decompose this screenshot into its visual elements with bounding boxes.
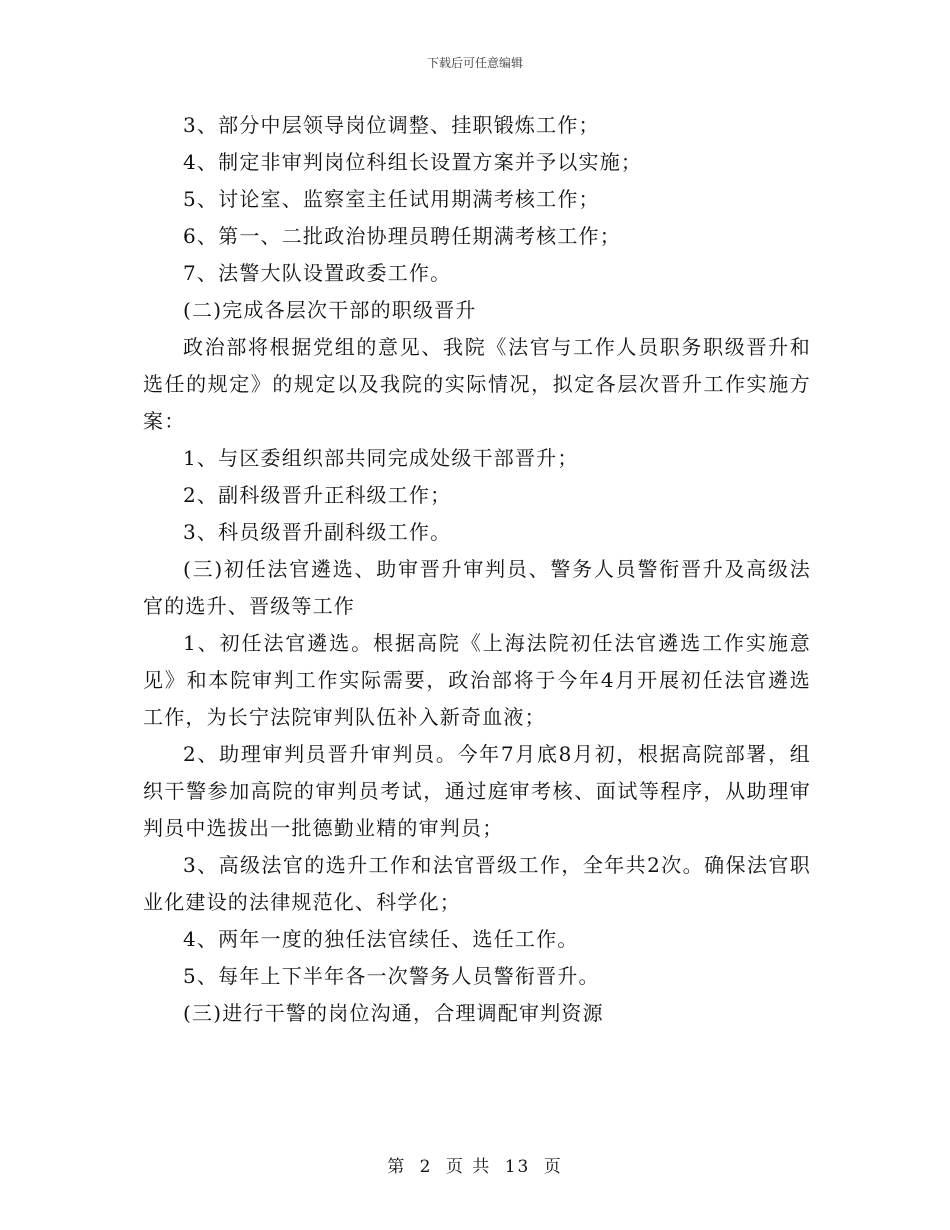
list-item: 2、副科级晋升正科级工作； xyxy=(183,483,452,507)
list-item: 4、制定非审判岗位科组长设置方案并予以实施； xyxy=(183,150,643,174)
document-body xyxy=(143,107,811,1032)
page-footer xyxy=(0,1152,950,1177)
list-item: 1、初任法官遴选。根据高院《上海法院初任法官遴选工作实施意见》和本院审判工作实际需要，政治部将于今年4月开展初任法官遴选工作，为长宁法院审判队伍补入新奇血液； xyxy=(143,631,811,729)
list-item: 6、第一、二批政治协理员聘任期满考核工作； xyxy=(183,224,621,248)
list-item: 3、科员级晋升副科级工作。 xyxy=(183,520,452,544)
section-heading: (三)进行干警的岗位沟通，合理调配审判资源 xyxy=(183,1001,604,1025)
list-item: 2、助理审判员晋升审判员。今年7月底8月初，根据高院部署，组织干警参加高院的审判员考试，通过庭审考核、面试等程序，从助理审判员中选拔出一批德勤业精的审判员； xyxy=(143,742,811,840)
list-item: 3、高级法官的选升工作和法官晋级工作，全年共2次。确保法官职业化建设的法律规范化、科学化； xyxy=(143,853,811,914)
list-item: 7、法警大队设置政委工作。 xyxy=(183,261,452,285)
section-heading: (二)完成各层次干部的职级晋升 xyxy=(183,298,477,322)
page-header: 下载后可任意编辑 xyxy=(426,56,523,70)
total-pages-number: 13 xyxy=(504,1157,531,1177)
footer-prefix: 第 xyxy=(387,1157,407,1177)
list-item: 5、每年上下半年各一次警务人员警衔晋升。 xyxy=(183,964,600,988)
paragraph: 政治部将根据党组的意见、我院《法官与工作人员职务职级晋升和选任的规定》的规定以及我院的实际情况，拟定各层次晋升工作实施方案： xyxy=(143,335,811,433)
list-item: 3、部分中层领导岗位调整、挂职锻炼工作； xyxy=(183,113,600,137)
footer-suffix: 页 xyxy=(543,1157,563,1177)
section-heading: (三)初任法官遴选、助审晋升审判员、警务人员警衔晋升及高级法官的选升、晋级等工作 xyxy=(143,557,811,618)
current-page-number: 2 xyxy=(419,1157,433,1177)
list-item: 5、讨论室、监察室主任试用期满考核工作； xyxy=(183,187,600,211)
list-item: 1、与区委组织部共同完成处级干部晋升； xyxy=(183,446,579,470)
footer-middle: 页 共 xyxy=(445,1157,492,1177)
list-item: 4、两年一度的独任法官续任、选任工作。 xyxy=(183,927,579,951)
